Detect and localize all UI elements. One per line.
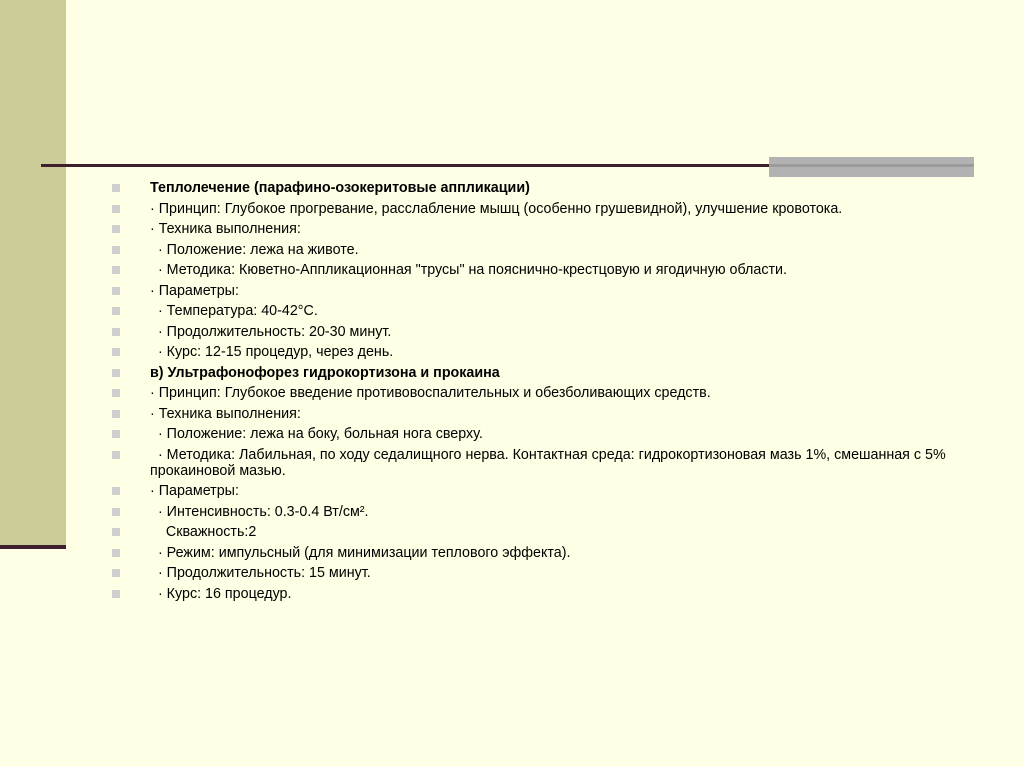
- bullet-list: [112, 180, 972, 606]
- list-item: [112, 324, 972, 340]
- list-item: [112, 180, 972, 196]
- list-item-text: · Методика: Лабильная, по ходу седалищного нерва. Контактная среда: гидрокортизоновая мазь 1%, смешанная с 5% прокаиновой мазью.: [150, 446, 950, 479]
- square-bullet-icon: [112, 266, 120, 274]
- list-item: [112, 344, 972, 360]
- list-item-text: · Принцип: Глубокое введение противовоспалительных и обезболивающих средств.: [150, 385, 711, 401]
- list-item-text: · Положение: лежа на боку, больная нога сверху.: [150, 426, 483, 442]
- list-item-text: в) Ультрафонофорез гидрокортизона и прокаина: [150, 364, 500, 381]
- list-item: [112, 504, 972, 520]
- square-bullet-icon: [112, 205, 120, 213]
- square-bullet-icon: [112, 287, 120, 295]
- square-bullet-icon: [112, 246, 120, 254]
- list-item-text: · Интенсивность: 0.3-0.4 Вт/см².: [150, 503, 369, 520]
- decorative-gray-stripe: [769, 164, 974, 167]
- list-item: [112, 283, 972, 299]
- list-item: [112, 221, 972, 237]
- list-item-text: · Продолжительность: 20-30 минут.: [150, 323, 392, 340]
- square-bullet-icon: [112, 307, 120, 315]
- square-bullet-icon: [112, 348, 120, 356]
- list-item: [112, 242, 972, 258]
- square-bullet-icon: [112, 590, 120, 598]
- square-bullet-icon: [112, 389, 120, 397]
- square-bullet-icon: [112, 549, 120, 557]
- left-decorative-band: [0, 0, 66, 549]
- list-item-text: · Курс: 12-15 процедур, через день.: [150, 344, 394, 360]
- list-item-text: · Принцип: Глубокое прогревание, расслабление мышц (особенно грушевидной), улучшение кровотока.: [150, 200, 843, 217]
- square-bullet-icon: [112, 328, 120, 336]
- list-item-text: · Продолжительность: 15 минут.: [150, 565, 371, 581]
- square-bullet-icon: [112, 430, 120, 438]
- list-item-text: · Параметры:: [150, 282, 239, 299]
- square-bullet-icon: [112, 451, 120, 459]
- list-item-text: · Методика: Кюветно-Аппликационная "трусы" на пояснично-крестцовую и ягодичную области.: [150, 262, 787, 278]
- list-item: [112, 262, 972, 278]
- list-item-text: Скважность:2: [150, 524, 257, 540]
- title-divider-line: [41, 164, 769, 167]
- decorative-gray-block: [769, 157, 974, 177]
- square-bullet-icon: [112, 508, 120, 516]
- square-bullet-icon: [112, 487, 120, 495]
- list-item-text: · Техника выполнения:: [150, 405, 301, 422]
- list-item-text: · Температура: 40-42°С.: [150, 303, 318, 319]
- list-item-text: · Курс: 16 процедур.: [150, 585, 292, 602]
- list-item: [112, 201, 972, 217]
- list-item: [112, 426, 972, 442]
- square-bullet-icon: [112, 184, 120, 192]
- list-item: [112, 545, 972, 561]
- square-bullet-icon: [112, 569, 120, 577]
- list-item: [112, 406, 972, 422]
- list-item: [112, 365, 972, 381]
- square-bullet-icon: [112, 369, 120, 377]
- list-item: [112, 447, 972, 479]
- list-item-text: · Режим: импульсный (для минимизации теплового эффекта).: [150, 544, 571, 561]
- list-item: [112, 586, 972, 602]
- list-item: [112, 483, 972, 499]
- list-item: [112, 565, 972, 581]
- list-item: [112, 303, 972, 319]
- square-bullet-icon: [112, 225, 120, 233]
- list-item: [112, 385, 972, 401]
- list-item-text: · Параметры:: [150, 483, 239, 499]
- list-item: [112, 524, 972, 540]
- list-item-text: · Положение: лежа на животе.: [150, 241, 359, 258]
- list-item-text: Теплолечение (парафино-озокеритовые аппликации): [150, 180, 530, 196]
- square-bullet-icon: [112, 410, 120, 418]
- list-item-text: · Техника выполнения:: [150, 221, 301, 237]
- left-band-divider: [0, 545, 66, 549]
- square-bullet-icon: [112, 528, 120, 536]
